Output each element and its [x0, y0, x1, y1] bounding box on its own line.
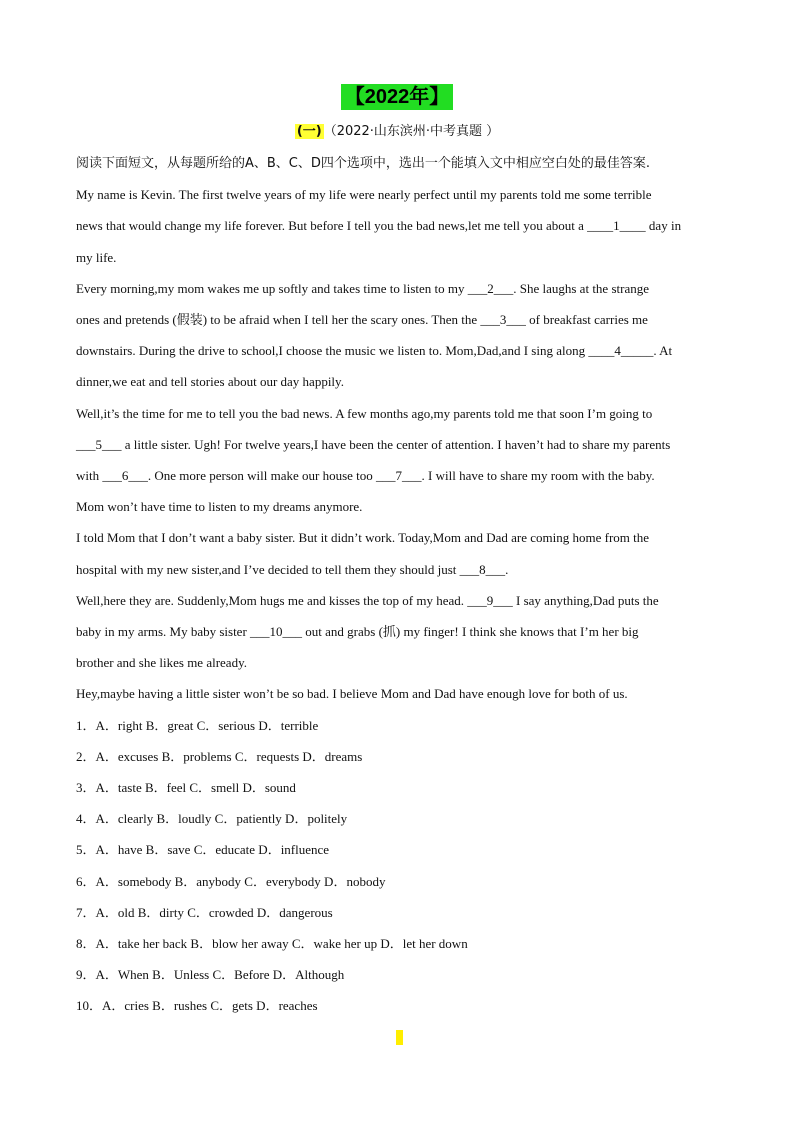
option-line: 3．A．taste B．feel C．smell D．sound	[76, 780, 296, 795]
year-heading-wrap	[0, 84, 794, 110]
passage-line: Mom won’t have time to listen to my dreams anymore.	[76, 499, 363, 514]
passage-line: My name is Kevin. The first twelve years of my life were nearly perfect until my parents told me some terrible	[76, 187, 652, 202]
year-title: 【2022年】	[341, 84, 454, 110]
option-line: 2．A．excuses B．problems C．requests D．dreams	[76, 749, 363, 764]
passage-line: baby in my arms. My baby sister ___10___ out and grabs (抓) my finger! I think she knows that I’m her big	[76, 624, 639, 639]
option-line: 9．A．When B．Unless C．Before D．Although	[76, 967, 345, 982]
source-text: （2022·山东滨州·中考真题 ）	[323, 124, 500, 139]
passage-line: Well,here they are. Suddenly,Mom hugs me and kisses the top of my head. ___9___ I say anything,Dad puts the	[76, 593, 659, 608]
passage-line: Hey,maybe having a little sister won’t be so bad. I believe Mom and Dad have enough love for both of us.	[76, 686, 628, 701]
option-line: 6．A．somebody B．anybody C．everybody D．nobody	[76, 874, 386, 889]
highlight-marker	[396, 1030, 403, 1045]
passage-line: dinner,we eat and tell stories about our day happily.	[76, 374, 344, 389]
section-number: (一)	[296, 124, 322, 139]
source-line	[0, 123, 794, 141]
passage-line: news that would change my life forever. But before I tell you the bad news,let me tell you about a ____1____ day in	[76, 218, 682, 233]
option-line: 7．A．old B．dirty C．crowded D．dangerous	[76, 905, 333, 920]
passage-line: with ___6___. One more person will make our house too ___7___. I will have to share my room with the baby.	[76, 468, 655, 483]
option-line: 1．A．right B．great C．serious D．terrible	[76, 718, 319, 733]
passage-line: Every morning,my mom wakes me up softly and takes time to listen to my ___2___. She laughs at the strange	[76, 281, 649, 296]
passage-line: my life.	[76, 250, 117, 265]
option-line: 8．A．take her back B．blow her away C．wake her up D．let her down	[76, 936, 468, 951]
passage-line: ones and pretends (假装) to be afraid when I tell her the scary ones. Then the ___3___ of breakfast carries me	[76, 312, 648, 327]
instruction: 阅读下面短文，从每题所给的A、B、C、D四个选项中，选出一个能填入文中相应空白处的最佳答案.	[76, 156, 651, 171]
passage-line: Well,it’s the time for me to tell you the bad news. A few months ago,my parents told me that soon I’m going to	[76, 406, 653, 421]
passage-line: brother and she likes me already.	[76, 655, 247, 670]
option-line: 10．A．cries B．rushes C．gets D．reaches	[76, 998, 318, 1013]
option-line: 4．A．clearly B．loudly C．patiently D．politely	[76, 811, 348, 826]
passage-line: I told Mom that I don’t want a baby sister. But it didn’t work. Today,Mom and Dad are coming home from the	[76, 530, 650, 545]
option-line: 5．A．have B．save C．educate D．influence	[76, 842, 330, 857]
passage-line: hospital with my new sister,and I’ve decided to tell them they should just ___8___.	[76, 562, 509, 577]
passage-line: ___5___ a little sister. Ugh! For twelve years,I have been the center of attention. I haven’t had to share my parents	[76, 437, 671, 452]
passage-line: downstairs. During the drive to school,I choose the music we listen to. Mom,Dad,and I sing along ____4_____. At	[76, 343, 673, 358]
